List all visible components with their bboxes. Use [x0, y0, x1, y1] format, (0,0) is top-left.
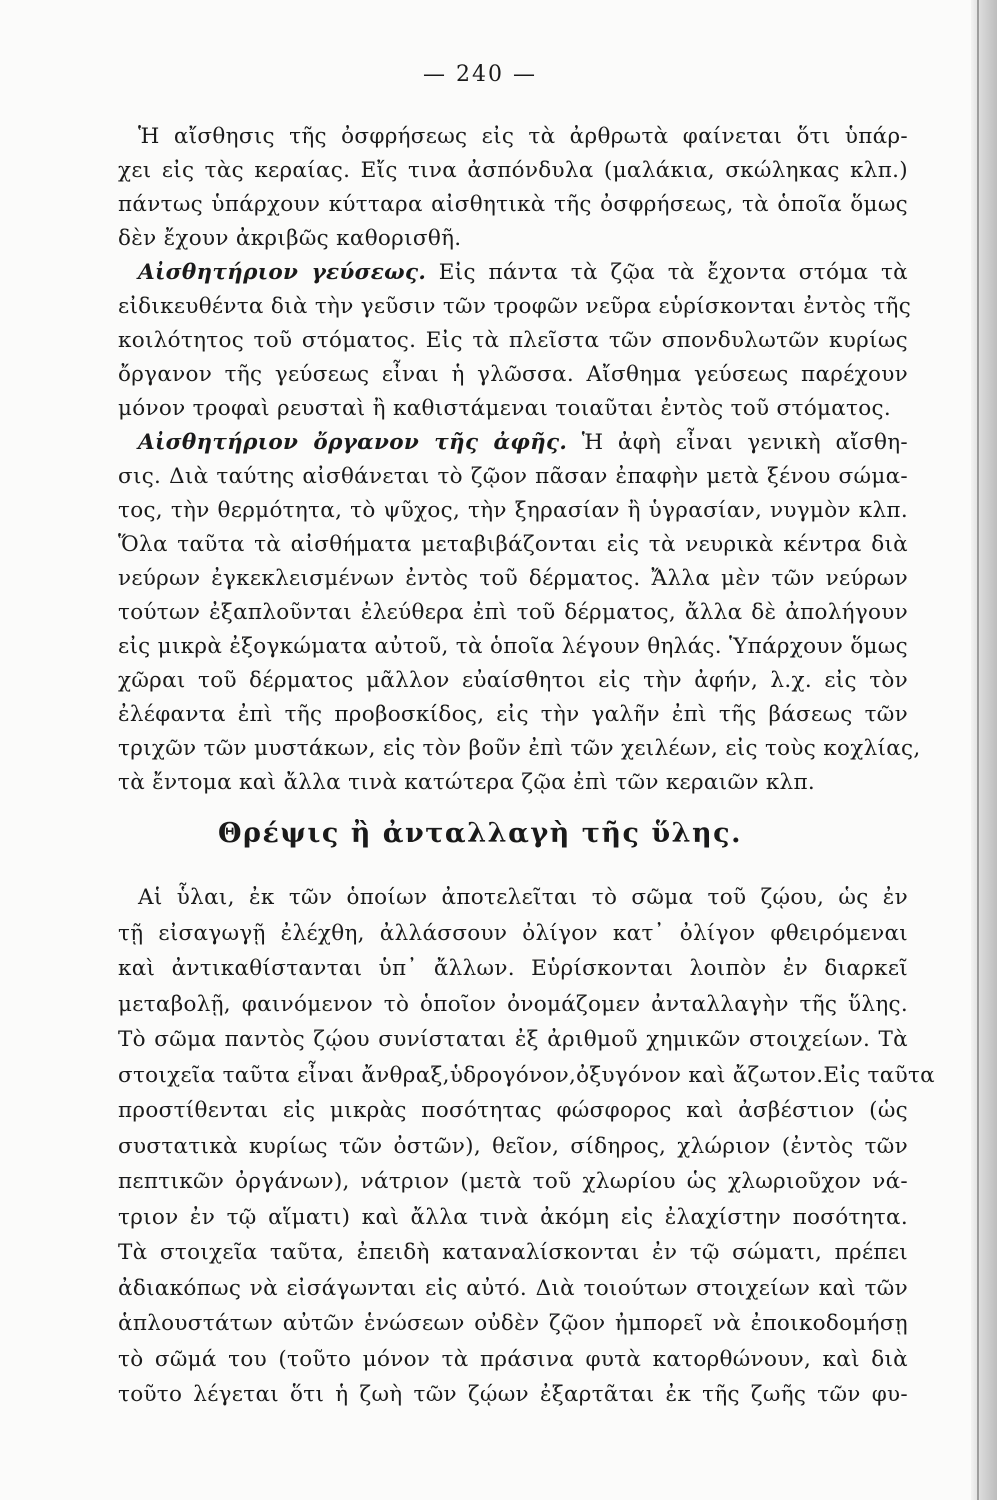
text-line: τῇ εἰσαγωγῇ ἐλέχθη, ἀλλάσσουν ὀλίγον κατ᾽ ὀλίγον φθειρόμεναι: [118, 920, 908, 946]
text-line: τὰ ἔντομα καὶ ἄλλα τινὰ κατώτερα ζῷα ἐπὶ τῶν κεραιῶν κλπ.: [118, 770, 816, 795]
text-line: τριχῶν τῶν μυστάκων, εἰς τὸν βοῦν ἐπὶ τῶν χειλέων, εἰς τοὺς κοχλίας,: [118, 736, 921, 761]
text-line: Τὸ σῶμα παντὸς ζῴου συνίσταται ἐξ ἀριθμοῦ χημικῶν στοιχείων. Τὰ: [118, 1027, 908, 1052]
paragraph-nutrition: [118, 880, 935, 1413]
text-line: συστατικὰ κυρίως τῶν ὀστῶν), θεῖον, σίδηρος, χλώριον (ἐντὸς τῶν: [118, 1133, 908, 1159]
text-line: τοῦτο λέγεται ὅτι ἡ ζωὴ τῶν ζῴων ἐξαρτᾶται ἐκ τῆς ζωῆς τῶν φυ-: [118, 1382, 908, 1407]
text-line: Αἱ ὗλαι, ἐκ τῶν ὁποίων ἀποτελεῖται τὸ σῶμα τοῦ ζῴου, ὡς ἐν: [138, 885, 908, 910]
text-line: ὄργανον τῆς γεύσεως εἶναι ἡ γλῶσσα. Αἴσθημα γεύσεως παρέχουν: [118, 362, 908, 387]
page-edge-shadow: [971, 0, 997, 1500]
page-number: — 240 —: [423, 62, 537, 87]
text-line: πάντως ὑπάρχουν κύτταρα αἰσθητικὰ τῆς ὀσφρήσεως, τὰ ὁποῖα ὅμως: [118, 192, 908, 217]
text-line: σις. Διὰ ταύτης αἰσθάνεται τὸ ζῷον πᾶσαν ἐπαφὴν μετὰ ξένου σώμα-: [118, 464, 908, 489]
text-line: πεπτικῶν ὀργάνων), νάτριον (μετὰ τοῦ χλωρίου ὡς χλωριοῦχον νά-: [118, 1169, 908, 1194]
text-line: ἁπλουστάτων αὐτῶν ἑνώσεων οὐδὲν ζῷον ἠμπορεῖ νὰ ἐποικοδομήσῃ: [118, 1311, 908, 1336]
text-line: τούτων ἐξαπλοῦνται ἐλεύθερα ἐπὶ τοῦ δέρματος, ἄλλα δὲ ἀπολήγουν: [118, 600, 908, 625]
text-line: προστίθενται εἰς μικρὰς ποσότητας φώσφορος καὶ ἀσβέστιον (ὡς: [118, 1098, 908, 1123]
text-line: κοιλότητος τοῦ στόματος. Εἰς τὰ πλεῖστα τῶν σπονδυλωτῶν κυρίως: [118, 328, 908, 353]
text-line: ἀδιακόπως νὰ εἰσάγωνται εἰς αὐτό. Διὰ τοιούτων στοιχείων καὶ τῶν: [118, 1275, 908, 1301]
text-line: εἰδικευθέντα διὰ τὴν γεῦσιν τῶν τροφῶν νεῦρα εὑρίσκονται ἐντὸς τῆς: [118, 294, 912, 319]
text-line: τὸ σῶμά του (τοῦτο μόνον τὰ πράσινα φυτὰ κατορθώνουν, καὶ διὰ: [118, 1346, 908, 1372]
text-line: Ἡ αἴσθησις τῆς ὀσφρήσεως εἰς τὰ ἀρθρωτὰ φαίνεται ὅτι ὑπάρ-: [138, 124, 908, 149]
text-line: τος, τὴν θερμότητα, τὸ ψῦχος, τὴν ξηρασίαν ἢ ὑγρασίαν, νυγμὸν κλπ.: [118, 498, 908, 523]
text-line: δὲν ἔχουν ἀκριβῶς καθορισθῆ.: [118, 226, 462, 251]
text-line: μόνον τροφαὶ ρευσταὶ ἢ καθιστάμεναι τοιαῦται ἐντὸς τοῦ στόματος.: [118, 396, 891, 421]
text-line: ἐλέφαντα ἐπὶ τῆς προβοσκίδος, εἰς τὴν γαλῆν ἐπὶ τῆς βάσεως τῶν: [118, 702, 908, 727]
paragraph-smell: [118, 120, 908, 256]
text-line-with-heading: [118, 256, 908, 290]
text-line: χει εἰς τὰς κεραίας. Εἴς τινα ἀσπόνδυλα (μαλάκια, σκώληκας κλπ.): [118, 158, 908, 183]
text-line: νεύρων ἐγκεκλεισμένων ἐντὸς τοῦ δέρματος. Ἄλλα μὲν τῶν νεύρων: [118, 566, 908, 591]
page-edge-line: [977, 0, 979, 1500]
paragraph-taste: [118, 256, 912, 426]
text-line: μεταβολῇ, φαινόμενον τὸ ὁποῖον ὀνομάζομεν ἀνταλλαγὴν τῆς ὕλης.: [118, 991, 908, 1017]
text-line: Τὰ στοιχεῖα ταῦτα, ἐπειδὴ καταναλίσκονται ἐν τῷ σώματι, πρέπει: [118, 1240, 908, 1265]
text-line: Ὅλα ταῦτα τὰ αἰσθήματα μεταβιβάζονται εἰς τὰ νευρικὰ κέντρα διὰ: [118, 532, 908, 557]
taste-heading: Αἰσθητήριον γεύσεως.: [138, 260, 427, 285]
text-line: στοιχεῖα ταῦτα εἶναι ἄνθραξ,ὑδρογόνον,ὀξυγόνον καὶ ἄζωτον.Εἰς ταῦτα: [118, 1062, 935, 1088]
text-line: εἰς μικρὰ ἐξογκώματα αὐτοῦ, τὰ ὁποῖα λέγουν θηλάς. Ὑπάρχουν ὅμως: [118, 634, 908, 659]
text-run: Ἡ ἀφὴ εἶναι γενικὴ αἴσθη-: [581, 430, 908, 455]
text-run: Εἰς πάντα τὰ ζῷα τὰ ἔχοντα στόμα τὰ: [438, 260, 908, 285]
text-line: τριον ἐν τῷ αἵματι) καὶ ἄλλα τινὰ ἀκόμη εἰς ἐλαχίστην ποσότητα.: [118, 1204, 908, 1230]
touch-heading: Αἰσθητήριον ὄργανον τῆς ἀφῆς.: [138, 430, 568, 455]
section-title: Θρέψις ἢ ἀνταλλαγὴ τῆς ὕλης.: [218, 818, 742, 849]
text-line: χῶραι τοῦ δέρματος μᾶλλον εὐαίσθητοι εἰς τὴν ἀφήν, λ.χ. εἰς τὸν: [118, 668, 908, 693]
text-line-with-heading: [118, 426, 908, 460]
paragraph-touch: [118, 426, 921, 800]
text-line: καὶ ἀντικαθίστανται ὑπ᾽ ἄλλων. Εὑρίσκονται λοιπὸν ἐν διαρκεῖ: [118, 956, 908, 981]
